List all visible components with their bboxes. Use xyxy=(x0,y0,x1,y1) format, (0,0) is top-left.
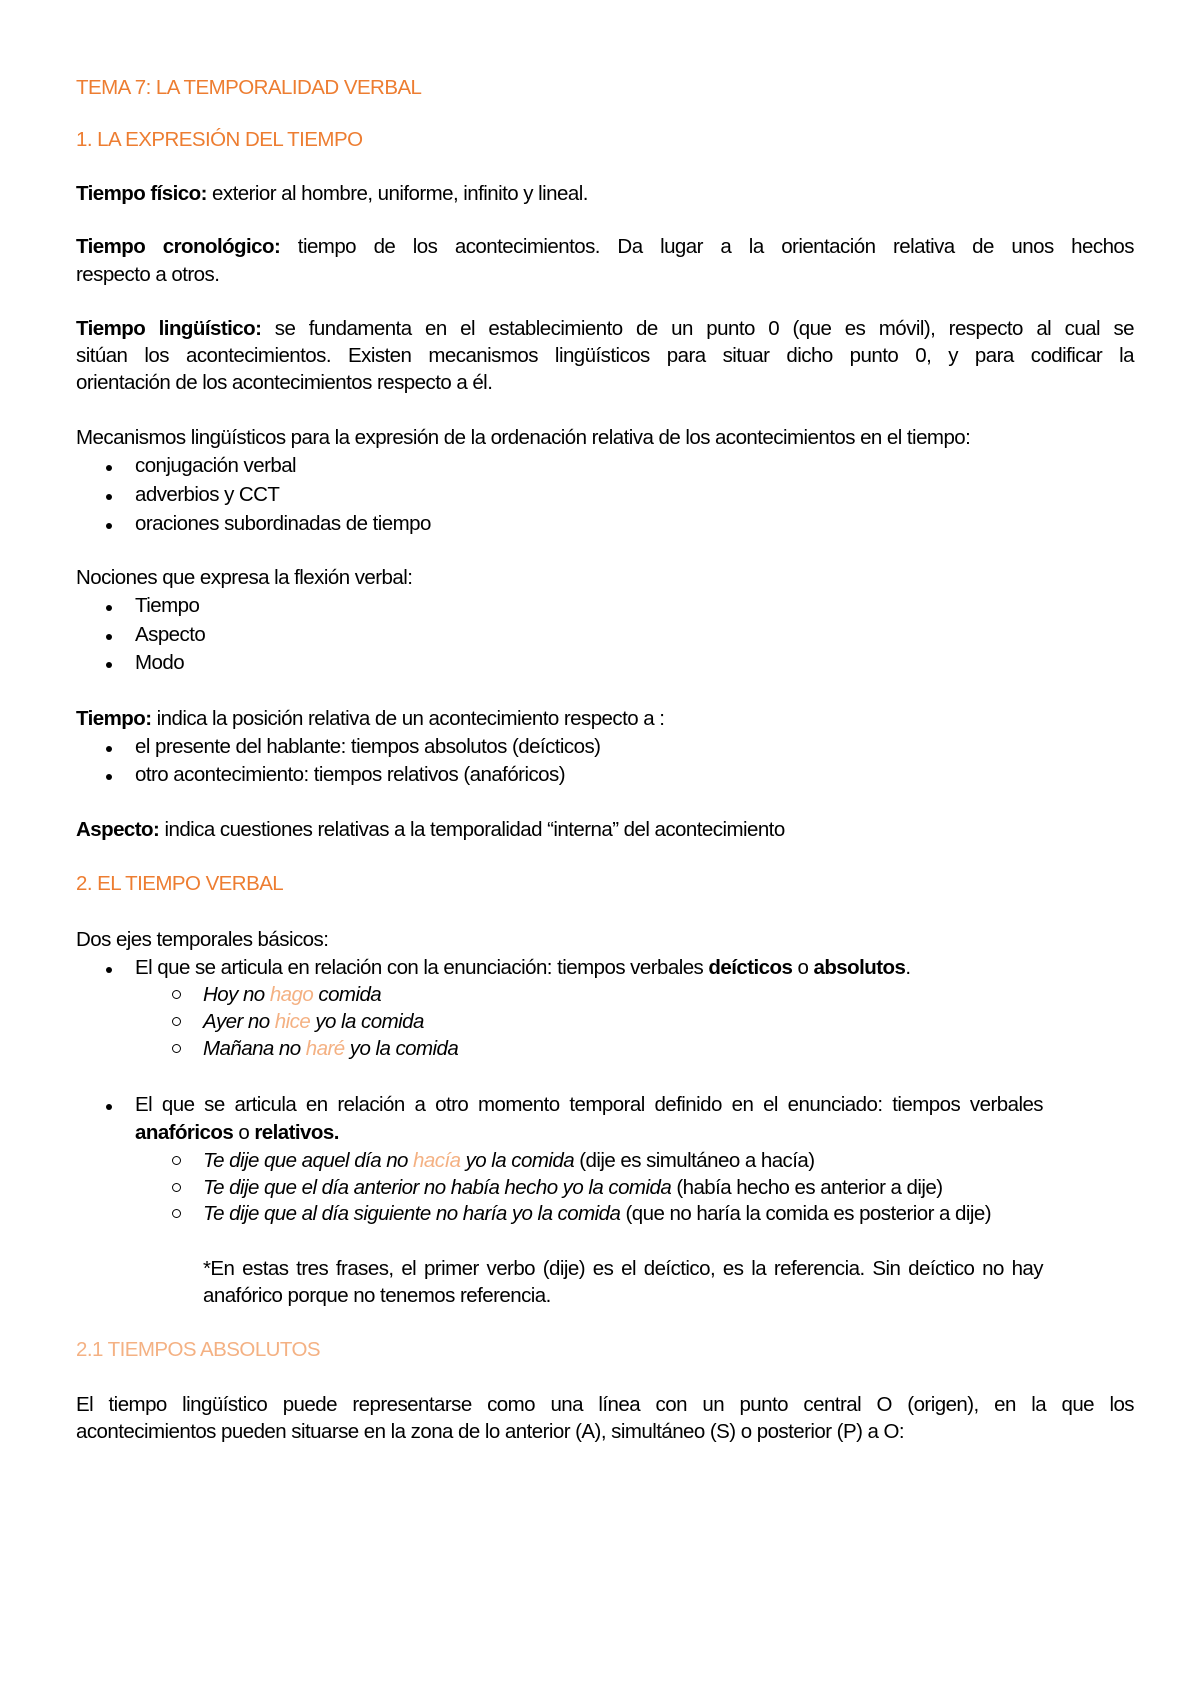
section-1-heading: 1. LA EXPRESIÓN DEL TIEMPO xyxy=(76,128,363,151)
eje-text: o xyxy=(792,956,814,979)
def-tiempo-linguistico xyxy=(76,319,1134,340)
bullet-icon xyxy=(106,746,112,752)
example-text: Hoy no xyxy=(203,983,270,1006)
reference-note: *En estas tres frases, el primer verbo (dije) es el deíctico, es la referencia. Sin deíctico no hay xyxy=(203,1257,1043,1280)
highlighted-verb: hago xyxy=(269,983,314,1006)
def-text: indica cuestiones relativas a la temporalidad “interna” del acontecimiento xyxy=(159,818,785,841)
example-note: (que no haría la comida es posterior a dije) xyxy=(620,1202,992,1225)
term-absolutos: absolutos xyxy=(813,956,906,979)
list-item: otro acontecimiento: tiempos relativos (anafóricos) xyxy=(135,763,565,786)
def-text-cont: sitúan los acontecimientos. Existen mecanismos lingüísticos para situar dicho punto 0, y para codificar la xyxy=(76,344,1134,367)
list-item: Modo xyxy=(135,651,185,674)
mecanismos-intro: Mecanismos lingüísticos para la expresión de la ordenación relativa de los acontecimientos en el tiempo: xyxy=(76,426,971,449)
eje-text: El que se articula en relación con la enunciación: tiempos verbales xyxy=(135,956,709,979)
example-sentence xyxy=(203,985,381,1006)
circle-bullet-icon xyxy=(172,1209,181,1218)
example-sentence xyxy=(203,1039,458,1060)
paragraph-cont: acontecimientos pueden situarse en la zona de lo anterior (A), simultáneo (S) o posterior (P) a O: xyxy=(76,1420,905,1443)
eje-text: o xyxy=(233,1121,255,1144)
bullet-icon xyxy=(106,967,112,973)
example-text: Te dije que aquel día no xyxy=(203,1149,414,1172)
nociones-intro: Nociones que expresa la flexión verbal: xyxy=(76,566,413,589)
example-text: Mañana no xyxy=(203,1037,306,1060)
list-item: Tiempo xyxy=(135,594,200,617)
ejes-intro: Dos ejes temporales básicos: xyxy=(76,928,329,951)
list-item: conjugación verbal xyxy=(135,454,297,477)
example-note: (había hecho es anterior a dije) xyxy=(671,1176,943,1199)
document-title: TEMA 7: LA TEMPORALIDAD VERBAL xyxy=(76,76,422,99)
bullet-icon xyxy=(106,774,112,780)
def-text: tiempo de los acontecimientos. Da lugar a la orientación relativa de unos hechos xyxy=(280,235,1134,258)
bullet-icon xyxy=(106,634,112,640)
example-text: yo la comida xyxy=(344,1037,459,1060)
def-tiempo-fisico xyxy=(76,184,588,205)
eje-anaforico-cont xyxy=(135,1123,339,1144)
bullet-icon xyxy=(106,465,112,471)
section-2-1-heading: 2.1 TIEMPOS ABSOLUTOS xyxy=(76,1338,321,1361)
bullet-icon xyxy=(106,1104,112,1110)
list-item: oraciones subordinadas de tiempo xyxy=(135,512,431,535)
def-tiempo xyxy=(76,709,664,730)
circle-bullet-icon xyxy=(172,1183,181,1192)
bullet-icon xyxy=(106,662,112,668)
eje-text: . xyxy=(905,956,911,979)
circle-bullet-icon xyxy=(172,1156,181,1165)
bullet-icon xyxy=(106,494,112,500)
highlighted-verb: haré xyxy=(305,1037,345,1060)
def-label: Tiempo físico: xyxy=(76,182,207,205)
reference-note-cont: anafórico porque no tenemos referencia. xyxy=(203,1284,551,1307)
paragraph: El tiempo lingüístico puede representarse como una línea con un punto central O (origen), en la que los xyxy=(76,1393,1134,1416)
circle-bullet-icon xyxy=(172,1044,181,1053)
circle-bullet-icon xyxy=(172,990,181,999)
def-text: indica la posición relativa de un acontecimiento respecto a : xyxy=(151,707,665,730)
highlighted-verb: hacía xyxy=(413,1149,461,1172)
eje-deictico xyxy=(135,958,911,979)
def-text-cont: orientación de los acontecimientos respecto a él. xyxy=(76,371,493,394)
def-label: Tiempo cronológico: xyxy=(76,235,281,258)
def-text: se fundamenta en el establecimiento de un punto 0 (que es móvil), respecto al cual se xyxy=(261,317,1134,340)
def-label: Tiempo lingüístico: xyxy=(76,317,262,340)
section-2-heading: 2. EL TIEMPO VERBAL xyxy=(76,872,284,895)
term-relativos: relativos. xyxy=(254,1121,339,1144)
list-item: Aspecto xyxy=(135,623,206,646)
list-item: adverbios y CCT xyxy=(135,483,280,506)
example-sentence xyxy=(203,1178,942,1199)
example-text: yo la comida xyxy=(310,1010,424,1033)
circle-bullet-icon xyxy=(172,1017,181,1026)
def-text-cont: respecto a otros. xyxy=(76,263,220,286)
def-tiempo-cronologico xyxy=(76,237,1134,258)
term-anaforicos: anafóricos xyxy=(135,1121,234,1144)
list-item: el presente del hablante: tiempos absolutos (deícticos) xyxy=(135,735,601,758)
bullet-icon xyxy=(106,523,112,529)
example-sentence xyxy=(203,1012,424,1033)
example-sentence xyxy=(203,1151,815,1172)
bullet-icon xyxy=(106,605,112,611)
def-label: Tiempo: xyxy=(76,707,152,730)
example-sentence xyxy=(203,1204,991,1225)
example-text: Ayer no xyxy=(203,1010,275,1033)
example-text: Te dije que el día anterior no había hecho yo la comida xyxy=(203,1176,672,1199)
example-note: (dije es simultáneo a hacía) xyxy=(574,1149,815,1172)
def-text: exterior al hombre, uniforme, infinito y lineal. xyxy=(206,182,588,205)
def-label: Aspecto: xyxy=(76,818,160,841)
example-text: comida xyxy=(313,983,382,1006)
def-aspecto xyxy=(76,820,785,841)
term-deicticos: deícticos xyxy=(708,956,793,979)
example-text: Te dije que al día siguiente no haría yo la comida xyxy=(203,1202,621,1225)
example-text: yo la comida xyxy=(460,1149,575,1172)
highlighted-verb: hice xyxy=(274,1010,311,1033)
eje-anaforico: El que se articula en relación a otro momento temporal definido en el enunciado: tiempos verbales xyxy=(135,1093,1043,1116)
